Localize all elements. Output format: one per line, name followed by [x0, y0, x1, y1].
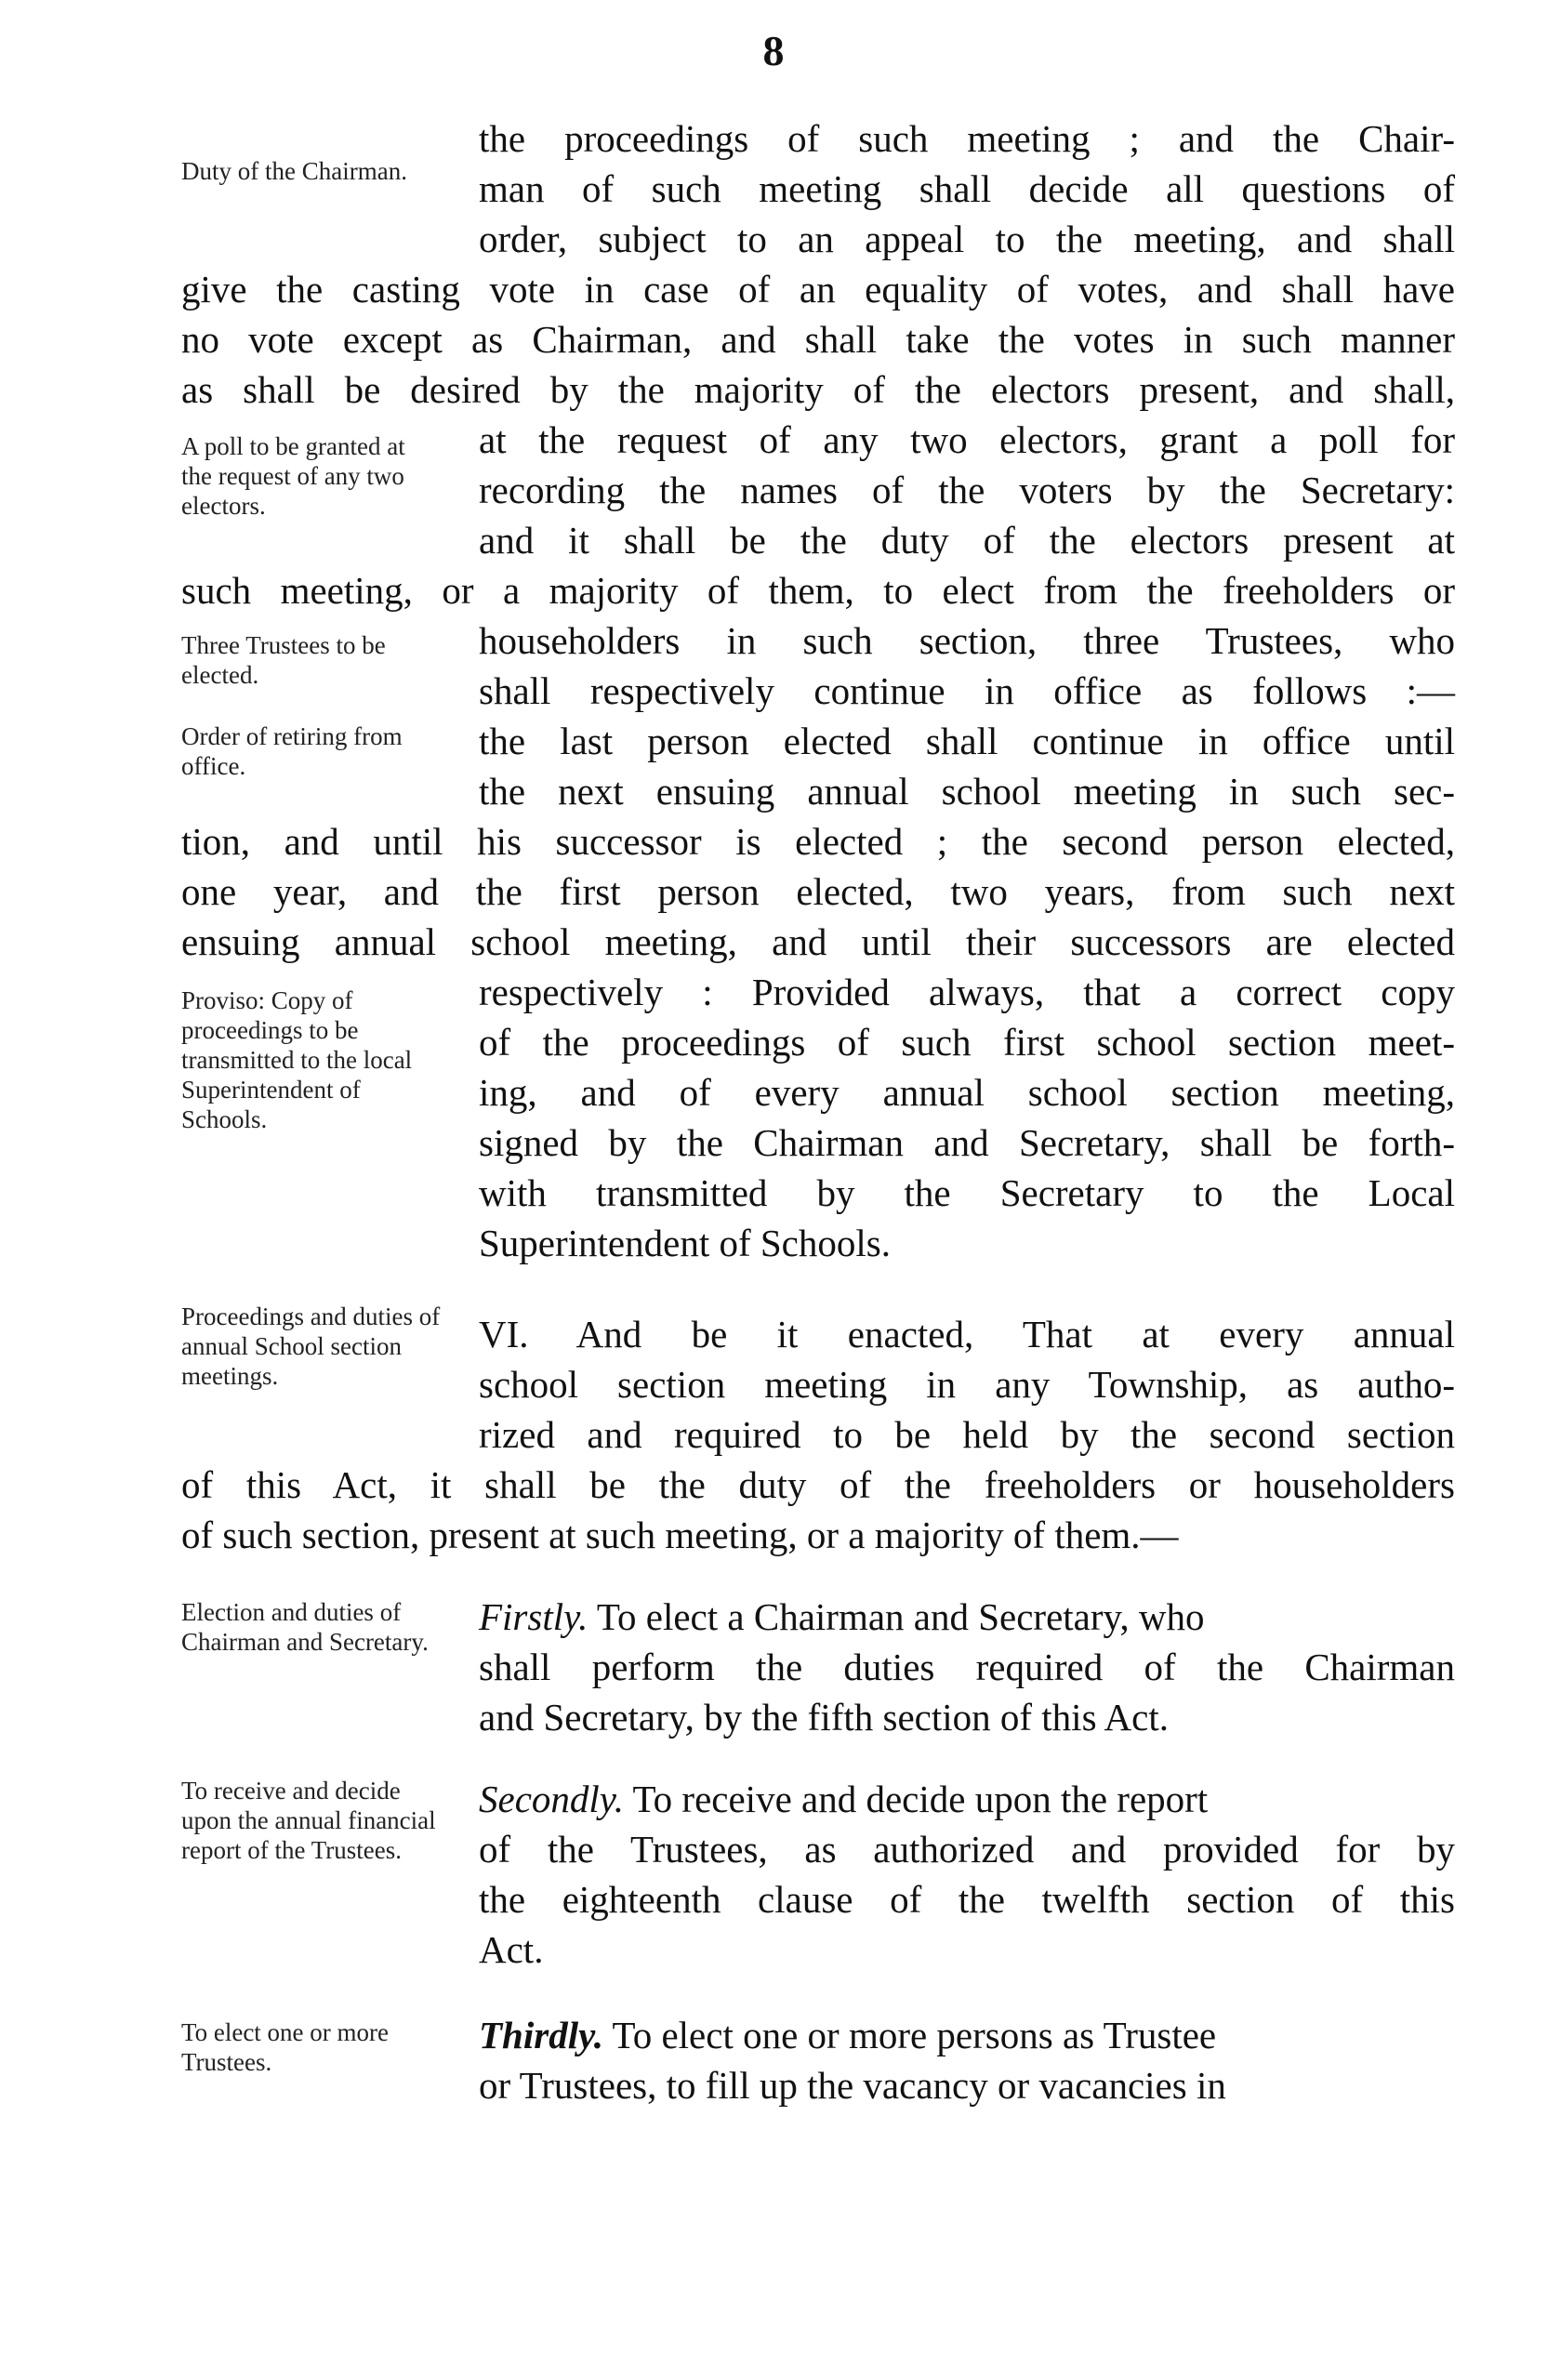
clause-text: To receive and decide upon the report	[632, 1778, 1209, 1820]
text-line: the eighteenth clause of the twelfth section of this	[479, 1878, 1455, 1921]
margin-note-duty-of-chairman: Duty of the Chairman.	[181, 157, 407, 185]
text-line: as shall be desired by the majority of the electors present, and shall,	[181, 368, 1455, 411]
margin-note-poll: A poll to be granted at the request of any two electors.	[181, 432, 405, 520]
text-line: one year, and the first person elected, two years, from such next	[181, 870, 1455, 913]
margin-note-elect-trustees: To elect one or more Trustees.	[181, 2018, 390, 2076]
text-line: give the casting vote in case of an equality of votes, and shall have	[181, 268, 1455, 311]
text-line: shall perform the duties required of the Chairman	[479, 1646, 1455, 1688]
text-line: school section meeting in any Township, as autho-	[479, 1363, 1455, 1406]
clause-label: Thirdly.	[479, 2014, 604, 2056]
text-line	[181, 2010, 1455, 2060]
margin-note-three-trustees: Three Trustees to be elected.	[181, 631, 386, 689]
text-line: recording the names of the voters by the Secretary:	[479, 469, 1455, 511]
margin-note-order-retiring: Order of retiring from office.	[181, 722, 403, 780]
text-line: respectively : Provided always, that a correct copy	[479, 971, 1455, 1013]
clause-label: Secondly.	[479, 1778, 624, 1820]
text-line: Act.	[479, 1928, 544, 1971]
text-line: the proceedings of such meeting ; and the Chair-	[479, 117, 1455, 160]
text-line: of this Act, it shall be the duty of the freeholders or householders	[181, 1463, 1455, 1506]
text-line: of the Trustees, as authorized and provided for by	[479, 1828, 1455, 1871]
text-line: or Trustees, to fill up the vacancy or vacancies in	[479, 2064, 1226, 2107]
text-line: ensuing annual school meeting, and until their successors are elected	[181, 920, 1455, 963]
text-line: ing, and of every annual school section meeting,	[479, 1071, 1455, 1114]
text-line: man of such meeting shall decide all questions of	[479, 167, 1455, 210]
text-line: rized and required to be held by the second section	[479, 1413, 1455, 1456]
text-line: no vote except as Chairman, and shall take the votes in such manner	[181, 318, 1455, 361]
text-line	[181, 1774, 1455, 1824]
page-number: 8	[762, 27, 785, 74]
text-line: at the request of any two electors, grant a poll for	[479, 418, 1455, 461]
text-line: of such section, present at such meeting, or a majority of them.—	[181, 1514, 1179, 1556]
clause-text: To elect one or more persons as Trustee	[612, 2014, 1217, 2056]
text-line: signed by the Chairman and Secretary, shall be forth-	[479, 1121, 1455, 1164]
clause-thirdly	[181, 2010, 1455, 2110]
text-line: shall respectively continue in office as follows :—	[479, 669, 1455, 712]
text-line: and Secretary, by the fifth section of this Act.	[479, 1696, 1169, 1739]
text-line: such meeting, or a majority of them, to elect from the freeholders or	[181, 569, 1455, 612]
clause-firstly	[181, 1592, 1455, 1742]
text-line	[181, 1592, 1455, 1642]
text-line: householders in such section, three Trustees, who	[479, 619, 1455, 662]
section-vi	[181, 1309, 1455, 1560]
text-line: VI. And be it enacted, That at every annual	[479, 1313, 1455, 1355]
text-line: with transmitted by the Secretary to the Local	[479, 1171, 1455, 1214]
clause-secondly	[181, 1774, 1455, 1975]
text-line: the next ensuing annual school meeting in such sec-	[479, 770, 1455, 813]
text-line: the last person elected shall continue in office until	[479, 720, 1455, 762]
text-line: and it shall be the duty of the electors present at	[479, 519, 1455, 562]
margin-note-proceedings-duties: Proceedings and duties of annual School section meetings.	[181, 1302, 441, 1390]
text-line: order, subject to an appeal to the meeting, and shall	[479, 218, 1455, 260]
section-v-continuation	[181, 113, 1455, 1268]
clause-text: To elect a Chairman and Secretary, who	[596, 1595, 1205, 1638]
text-line: tion, and until his successor is elected ; the second person elected,	[181, 820, 1455, 863]
margin-note-receive-decide: To receive and decide upon the annual financial report of the Trustees.	[181, 1777, 436, 1864]
clause-label: Firstly.	[479, 1595, 588, 1638]
margin-note-proviso: Proviso: Copy of proceedings to be transmitted to the local Superintendent of Schools.	[181, 986, 413, 1133]
text-line: Superintendent of Schools.	[479, 1222, 891, 1264]
text-line: of the proceedings of such first school section meet-	[479, 1021, 1455, 1064]
margin-note-election-duties: Election and duties of Chairman and Secretary.	[181, 1598, 429, 1656]
